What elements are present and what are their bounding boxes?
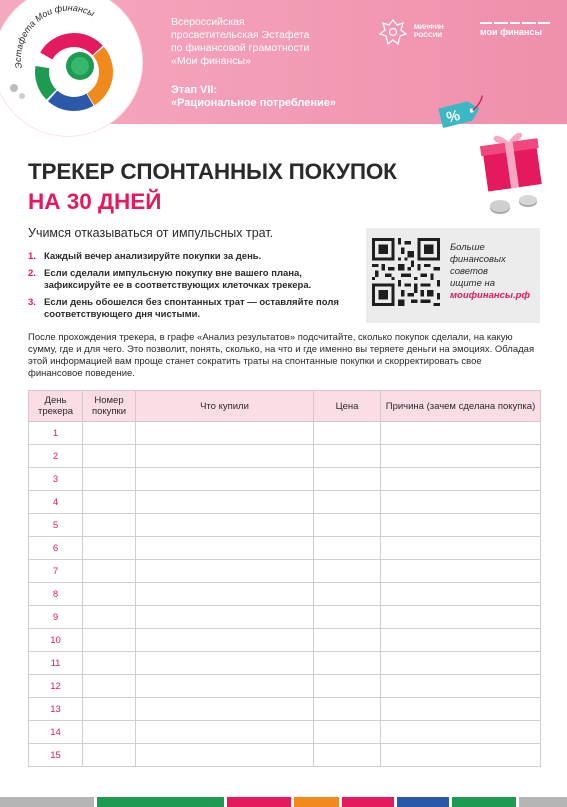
- table-row: [29, 560, 541, 583]
- table-header-row: [29, 391, 541, 422]
- instruction-list: [28, 251, 358, 326]
- table-row: [29, 606, 541, 629]
- table-row: [29, 583, 541, 606]
- purchase-number-cell[interactable]: [83, 721, 136, 744]
- reason-cell[interactable]: [381, 422, 541, 445]
- header-price: Цена: [314, 391, 381, 422]
- purchase-number-cell[interactable]: [83, 422, 136, 445]
- list-item: [28, 251, 358, 263]
- ministry-name: [414, 24, 444, 40]
- footer-bar: [97, 797, 224, 807]
- qr-caption: [450, 242, 530, 302]
- footer-bar: [294, 797, 339, 807]
- day-cell: 13: [29, 698, 83, 721]
- list-item: [28, 297, 358, 321]
- reason-cell[interactable]: [381, 491, 541, 514]
- reason-cell[interactable]: [381, 675, 541, 698]
- reason-cell[interactable]: [381, 652, 541, 675]
- price-cell[interactable]: [314, 744, 381, 767]
- day-cell: 15: [29, 744, 83, 767]
- purchase-number-cell[interactable]: [83, 629, 136, 652]
- price-cell[interactable]: [314, 514, 381, 537]
- table-row: [29, 721, 541, 744]
- day-cell: 3: [29, 468, 83, 491]
- price-cell[interactable]: [314, 422, 381, 445]
- price-cell[interactable]: [314, 675, 381, 698]
- day-cell: 10: [29, 629, 83, 652]
- reason-cell[interactable]: [381, 583, 541, 606]
- what-bought-cell[interactable]: [136, 560, 314, 583]
- price-cell[interactable]: [314, 606, 381, 629]
- footer-bar: [0, 797, 94, 807]
- day-cell: 11: [29, 652, 83, 675]
- price-cell[interactable]: [314, 560, 381, 583]
- price-cell[interactable]: [314, 698, 381, 721]
- what-bought-cell[interactable]: [136, 468, 314, 491]
- footer-bar: [227, 797, 290, 807]
- table-row: [29, 629, 541, 652]
- footer-bar: [397, 797, 449, 807]
- what-bought-cell[interactable]: [136, 721, 314, 744]
- what-bought-cell[interactable]: [136, 675, 314, 698]
- instructions-paragraph: После прохождения трекера, в графе «Анализ результатов» подсчитайте, сколько покупок сделали, на какую сумму, где и для чего. Это позволит, понять, сколько, на что и где именно вы теряете деньги на эмоциях. Обладая этой информацией вам проще станет сократить траты на спонтанные покупки и скорректировать свое финансовое поведение.: [28, 332, 535, 379]
- price-cell[interactable]: [314, 721, 381, 744]
- stage-title: [171, 84, 391, 110]
- purchase-number-cell[interactable]: [83, 468, 136, 491]
- purchase-number-cell[interactable]: [83, 514, 136, 537]
- purchase-number-cell[interactable]: [83, 491, 136, 514]
- purchase-number-cell[interactable]: [83, 698, 136, 721]
- qr-code-icon[interactable]: [372, 238, 440, 306]
- purchase-number-cell[interactable]: [83, 537, 136, 560]
- day-cell: 4: [29, 491, 83, 514]
- footer-bar: [519, 797, 567, 807]
- header-purchase-number: Номер покупки: [83, 391, 136, 422]
- what-bought-cell[interactable]: [136, 514, 314, 537]
- tracker-table: [28, 390, 541, 767]
- ministry-line: РОССИИ: [414, 32, 443, 39]
- price-cell[interactable]: [314, 491, 381, 514]
- moi-finansy-logo: [480, 22, 550, 37]
- qr-box: [366, 228, 540, 323]
- page-title: ТРЕКЕР СПОНТАННЫХ ПОКУПОК: [28, 159, 397, 184]
- page-title-accent: НА 30 ДНЕЙ: [28, 189, 162, 214]
- table-row: [29, 422, 541, 445]
- logo-arc-text: Эстафета Мои финансы: [13, 2, 97, 70]
- what-bought-cell[interactable]: [136, 537, 314, 560]
- price-cell[interactable]: [314, 583, 381, 606]
- qr-caption-line: ищите на: [450, 278, 495, 289]
- what-bought-cell[interactable]: [136, 491, 314, 514]
- what-bought-cell[interactable]: [136, 606, 314, 629]
- percent-text: %: [444, 106, 462, 127]
- logo-relay-icon: [0, 0, 142, 136]
- purchase-number-cell[interactable]: [83, 744, 136, 767]
- day-cell: 9: [29, 606, 83, 629]
- step-number: 1.: [28, 251, 36, 262]
- qr-caption-line: советов: [450, 266, 489, 277]
- subtitle: Учимся отказываться от импульсных трат.: [28, 226, 274, 240]
- table-row: [29, 675, 541, 698]
- day-cell: 12: [29, 675, 83, 698]
- coins-icon: [488, 190, 548, 220]
- qr-caption-line: Больше: [450, 242, 485, 253]
- reason-cell[interactable]: [381, 606, 541, 629]
- table-row: [29, 514, 541, 537]
- what-bought-cell[interactable]: [136, 698, 314, 721]
- step-number: 3.: [28, 297, 36, 308]
- footer-bar: [342, 797, 395, 807]
- reason-cell[interactable]: [381, 445, 541, 468]
- price-cell[interactable]: [314, 468, 381, 491]
- price-cell[interactable]: [314, 652, 381, 675]
- what-bought-cell[interactable]: [136, 445, 314, 468]
- table-row: [29, 744, 541, 767]
- purchase-number-cell[interactable]: [83, 652, 136, 675]
- relay-title-line: «Мои финансы»: [171, 55, 251, 67]
- relay-title-line: по финансовой грамотности: [171, 42, 310, 54]
- reason-cell[interactable]: [381, 560, 541, 583]
- stage-name: «Рациональное потребление»: [171, 97, 337, 109]
- qr-caption-line: финансовых: [450, 254, 506, 265]
- relay-logo: [0, 0, 142, 136]
- what-bought-cell[interactable]: [136, 583, 314, 606]
- what-bought-cell[interactable]: [136, 629, 314, 652]
- reason-cell[interactable]: [381, 698, 541, 721]
- ministry-emblem-icon: [376, 16, 410, 50]
- what-bought-cell[interactable]: [136, 422, 314, 445]
- reason-cell[interactable]: [381, 744, 541, 767]
- logo-bars: [480, 22, 550, 24]
- table-row: [29, 445, 541, 468]
- relay-title-line: Всероссийская: [171, 16, 245, 28]
- reason-cell[interactable]: [381, 468, 541, 491]
- relay-title-line: просветительская Эстафета: [171, 29, 310, 41]
- stage-number: Этап VII:: [171, 84, 218, 96]
- step-text: Если день обошелся без спонтанных трат — оставляйте поля соответствующего дня чистыми.: [44, 297, 339, 320]
- list-item: [28, 268, 358, 292]
- table-row: [29, 468, 541, 491]
- what-bought-cell[interactable]: [136, 652, 314, 675]
- day-cell: 1: [29, 422, 83, 445]
- purchase-number-cell[interactable]: [83, 560, 136, 583]
- day-cell: 5: [29, 514, 83, 537]
- what-bought-cell[interactable]: [136, 744, 314, 767]
- moi-finansy-text: мои финансы: [480, 27, 543, 37]
- gift-box-icon: [478, 126, 544, 192]
- header-day: День трекера: [29, 391, 83, 422]
- site-link[interactable]: моифинансы.рф: [450, 290, 530, 301]
- step-text: Если сделали импульсную покупку вне вашего плана, зафиксируйте ее в соответствующих клеточках трекера.: [44, 268, 312, 291]
- purchase-number-cell[interactable]: [83, 583, 136, 606]
- step-text: Каждый вечер анализируйте покупки за день.: [44, 251, 262, 262]
- purchase-number-cell[interactable]: [83, 675, 136, 698]
- table-row: [29, 698, 541, 721]
- day-cell: 14: [29, 721, 83, 744]
- reason-cell[interactable]: [381, 721, 541, 744]
- header-what-bought: Что купили: [136, 391, 314, 422]
- reason-cell[interactable]: [381, 514, 541, 537]
- reason-cell[interactable]: [381, 537, 541, 560]
- reason-cell[interactable]: [381, 629, 541, 652]
- table-row: [29, 491, 541, 514]
- day-cell: 8: [29, 583, 83, 606]
- day-cell: 6: [29, 537, 83, 560]
- price-cell[interactable]: [314, 537, 381, 560]
- day-cell: 2: [29, 445, 83, 468]
- purchase-number-cell[interactable]: [83, 606, 136, 629]
- price-cell[interactable]: [314, 445, 381, 468]
- purchase-number-cell[interactable]: [83, 445, 136, 468]
- relay-title: [171, 16, 371, 68]
- table-row: [29, 652, 541, 675]
- header-reason: Причина (зачем сделана покупка): [381, 391, 541, 422]
- footer-color-bars: [0, 797, 567, 807]
- step-number: 2.: [28, 268, 36, 279]
- day-cell: 7: [29, 560, 83, 583]
- table-row: [29, 537, 541, 560]
- price-cell[interactable]: [314, 629, 381, 652]
- footer-bar: [452, 797, 515, 807]
- ministry-line: МИНФИН: [414, 24, 444, 31]
